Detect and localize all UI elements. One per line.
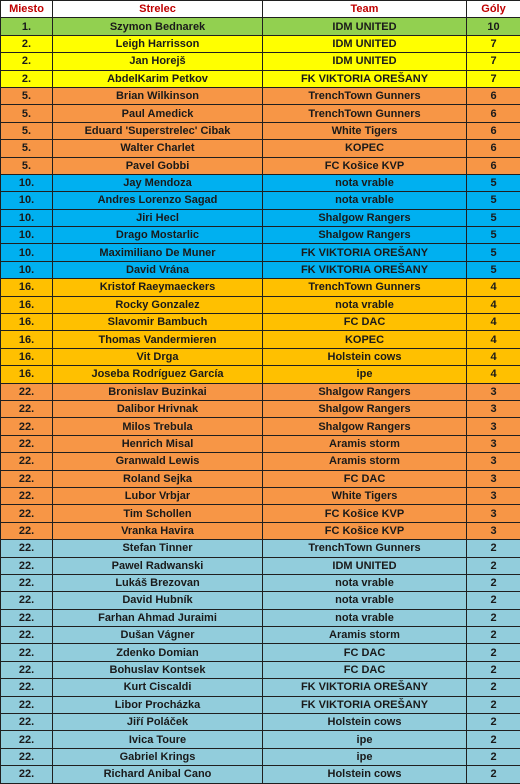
scorer-cell: Libor Procházka <box>53 696 263 713</box>
table-row <box>1 487 520 504</box>
team-cell: TrenchTown Gunners <box>263 87 467 104</box>
team-cell: FK VIKTORIA OREŠANY <box>263 261 467 278</box>
table-row <box>1 522 520 539</box>
table-row <box>1 35 520 52</box>
table-row <box>1 505 520 522</box>
team-cell: ipe <box>263 366 467 383</box>
rank-cell: 22. <box>1 487 53 504</box>
table-row <box>1 731 520 748</box>
team-cell: Aramis storm <box>263 435 467 452</box>
rank-cell: 22. <box>1 574 53 591</box>
rank-cell: 22. <box>1 748 53 765</box>
rank-cell: 22. <box>1 470 53 487</box>
rank-cell: 22. <box>1 522 53 539</box>
rank-cell: 22. <box>1 505 53 522</box>
goals-cell: 2 <box>467 679 520 696</box>
goals-cell: 4 <box>467 296 520 313</box>
rank-cell: 5. <box>1 157 53 174</box>
goals-cell: 5 <box>467 227 520 244</box>
team-cell: nota vrable <box>263 609 467 626</box>
rank-cell: 22. <box>1 766 53 783</box>
rank-cell: 2. <box>1 70 53 87</box>
team-cell: nota vrable <box>263 574 467 591</box>
scorer-cell: Szymon Bednarek <box>53 18 263 35</box>
goals-cell: 4 <box>467 348 520 365</box>
rank-cell: 22. <box>1 592 53 609</box>
rank-cell: 22. <box>1 679 53 696</box>
rank-cell: 22. <box>1 453 53 470</box>
goals-cell: 2 <box>467 661 520 678</box>
table-row <box>1 418 520 435</box>
goals-cell: 2 <box>467 557 520 574</box>
team-cell: Shalgow Rangers <box>263 400 467 417</box>
scorer-cell: Eduard 'Superstrelec' Cibak <box>53 122 263 139</box>
table-row <box>1 87 520 104</box>
header-rank: Miesto <box>1 1 53 18</box>
table-row <box>1 157 520 174</box>
scorer-cell: Dušan Vágner <box>53 627 263 644</box>
goals-cell: 4 <box>467 279 520 296</box>
goals-cell: 3 <box>467 383 520 400</box>
scorer-cell: Jay Mendoza <box>53 174 263 191</box>
team-cell: FK VIKTORIA OREŠANY <box>263 696 467 713</box>
goals-cell: 2 <box>467 731 520 748</box>
goals-cell: 3 <box>467 487 520 504</box>
rank-cell: 22. <box>1 540 53 557</box>
scorer-cell: Walter Charlet <box>53 140 263 157</box>
goals-cell: 4 <box>467 331 520 348</box>
table-row <box>1 696 520 713</box>
goals-cell: 5 <box>467 209 520 226</box>
scorer-cell: Henrich Misal <box>53 435 263 452</box>
rank-cell: 5. <box>1 105 53 122</box>
goals-cell: 2 <box>467 766 520 783</box>
scorer-cell: AbdelKarim Petkov <box>53 70 263 87</box>
rank-cell: 22. <box>1 627 53 644</box>
rank-cell: 22. <box>1 557 53 574</box>
team-cell: Holstein cows <box>263 714 467 731</box>
scorer-cell: Roland Sejka <box>53 470 263 487</box>
scorer-cell: Kristof Raeymaeckers <box>53 279 263 296</box>
team-cell: Shalgow Rangers <box>263 209 467 226</box>
goals-cell: 7 <box>467 53 520 70</box>
scorer-cell: Lukáš Brezovan <box>53 574 263 591</box>
team-cell: nota vrable <box>263 592 467 609</box>
goals-cell: 2 <box>467 540 520 557</box>
team-cell: FC DAC <box>263 661 467 678</box>
table-row <box>1 296 520 313</box>
table-row <box>1 244 520 261</box>
table-row <box>1 70 520 87</box>
team-cell: Aramis storm <box>263 627 467 644</box>
table-row <box>1 453 520 470</box>
rank-cell: 16. <box>1 314 53 331</box>
goals-cell: 5 <box>467 261 520 278</box>
table-row <box>1 609 520 626</box>
team-cell: White Tigers <box>263 122 467 139</box>
scorer-cell: David Vrána <box>53 261 263 278</box>
team-cell: FC Košice KVP <box>263 522 467 539</box>
goals-cell: 3 <box>467 522 520 539</box>
goals-cell: 7 <box>467 35 520 52</box>
table-row <box>1 314 520 331</box>
goals-cell: 2 <box>467 696 520 713</box>
scorer-cell: Jiří Poláček <box>53 714 263 731</box>
scorer-cell: Brian Wilkinson <box>53 87 263 104</box>
table-row <box>1 261 520 278</box>
scorer-cell: Granwald Lewis <box>53 453 263 470</box>
header-goals: Góly <box>467 1 520 18</box>
rank-cell: 2. <box>1 53 53 70</box>
goals-cell: 3 <box>467 505 520 522</box>
team-cell: FK VIKTORIA OREŠANY <box>263 244 467 261</box>
team-cell: KOPEC <box>263 331 467 348</box>
rank-cell: 10. <box>1 261 53 278</box>
goals-cell: 3 <box>467 435 520 452</box>
team-cell: FC Košice KVP <box>263 505 467 522</box>
goals-cell: 2 <box>467 644 520 661</box>
rank-cell: 22. <box>1 644 53 661</box>
team-cell: nota vrable <box>263 296 467 313</box>
rank-cell: 22. <box>1 418 53 435</box>
goals-cell: 6 <box>467 122 520 139</box>
rank-cell: 22. <box>1 400 53 417</box>
table-row <box>1 470 520 487</box>
scorer-cell: Thomas Vandermieren <box>53 331 263 348</box>
team-cell: TrenchTown Gunners <box>263 105 467 122</box>
goals-cell: 5 <box>467 192 520 209</box>
scorer-cell: Gabriel Krings <box>53 748 263 765</box>
rank-cell: 1. <box>1 18 53 35</box>
scorer-cell: Pavel Gobbi <box>53 157 263 174</box>
team-cell: FC DAC <box>263 644 467 661</box>
scorer-cell: Dalibor Hrivnak <box>53 400 263 417</box>
scorer-cell: Bohuslav Kontsek <box>53 661 263 678</box>
team-cell: KOPEC <box>263 140 467 157</box>
goals-cell: 5 <box>467 174 520 191</box>
table-row <box>1 192 520 209</box>
team-cell: IDM UNITED <box>263 557 467 574</box>
goals-cell: 2 <box>467 714 520 731</box>
table-row <box>1 366 520 383</box>
table-row <box>1 122 520 139</box>
team-cell: White Tigers <box>263 487 467 504</box>
rank-cell: 10. <box>1 227 53 244</box>
table-row <box>1 661 520 678</box>
table-row <box>1 348 520 365</box>
rank-cell: 5. <box>1 87 53 104</box>
goals-cell: 2 <box>467 609 520 626</box>
scorer-cell: Maximiliano De Muner <box>53 244 263 261</box>
team-cell: nota vrable <box>263 174 467 191</box>
scorer-cell: Tim Schollen <box>53 505 263 522</box>
rank-cell: 10. <box>1 244 53 261</box>
team-cell: FC DAC <box>263 314 467 331</box>
table-row <box>1 18 520 35</box>
table-row <box>1 714 520 731</box>
team-cell: ipe <box>263 748 467 765</box>
scorer-cell: Andres Lorenzo Sagad <box>53 192 263 209</box>
goals-cell: 3 <box>467 453 520 470</box>
rank-cell: 16. <box>1 296 53 313</box>
table-row <box>1 627 520 644</box>
scorer-cell: Richard Anibal Cano <box>53 766 263 783</box>
table-row <box>1 53 520 70</box>
rank-cell: 16. <box>1 366 53 383</box>
rank-cell: 22. <box>1 661 53 678</box>
goals-cell: 7 <box>467 70 520 87</box>
rank-cell: 16. <box>1 279 53 296</box>
goals-cell: 2 <box>467 574 520 591</box>
table-row <box>1 679 520 696</box>
rank-cell: 16. <box>1 331 53 348</box>
team-cell: FC DAC <box>263 470 467 487</box>
rank-cell: 10. <box>1 174 53 191</box>
table-row <box>1 383 520 400</box>
scorer-cell: Vranka Havira <box>53 522 263 539</box>
team-cell: Holstein cows <box>263 348 467 365</box>
table-row <box>1 331 520 348</box>
goals-cell: 2 <box>467 627 520 644</box>
table-row <box>1 540 520 557</box>
team-cell: ipe <box>263 731 467 748</box>
team-cell: IDM UNITED <box>263 53 467 70</box>
table-row <box>1 400 520 417</box>
goals-cell: 3 <box>467 418 520 435</box>
scorer-cell: Paul Amedick <box>53 105 263 122</box>
table-row <box>1 574 520 591</box>
goals-cell: 3 <box>467 400 520 417</box>
scorer-cell: Leigh Harrisson <box>53 35 263 52</box>
header-row <box>1 1 520 18</box>
scorer-cell: Slavomir Bambuch <box>53 314 263 331</box>
scorer-cell: Milos Trebula <box>53 418 263 435</box>
rank-cell: 22. <box>1 731 53 748</box>
rank-cell: 22. <box>1 609 53 626</box>
table-row <box>1 279 520 296</box>
rank-cell: 22. <box>1 714 53 731</box>
team-cell: IDM UNITED <box>263 18 467 35</box>
rank-cell: 5. <box>1 140 53 157</box>
table-row <box>1 435 520 452</box>
scorer-cell: Joseba Rodríguez García <box>53 366 263 383</box>
team-cell: FC Košice KVP <box>263 157 467 174</box>
goals-cell: 6 <box>467 87 520 104</box>
team-cell: TrenchTown Gunners <box>263 540 467 557</box>
goals-cell: 6 <box>467 157 520 174</box>
table-row <box>1 174 520 191</box>
scorer-cell: Bronislav Buzinkai <box>53 383 263 400</box>
team-cell: Holstein cows <box>263 766 467 783</box>
header-scorer: Strelec <box>53 1 263 18</box>
rank-cell: 10. <box>1 192 53 209</box>
scorer-cell: Kurt Ciscaldi <box>53 679 263 696</box>
team-cell: TrenchTown Gunners <box>263 279 467 296</box>
goals-cell: 2 <box>467 592 520 609</box>
goals-cell: 4 <box>467 314 520 331</box>
rank-cell: 22. <box>1 696 53 713</box>
team-cell: FK VIKTORIA OREŠANY <box>263 70 467 87</box>
scorer-cell: Lubor Vrbjar <box>53 487 263 504</box>
team-cell: Shalgow Rangers <box>263 383 467 400</box>
table-row <box>1 105 520 122</box>
scorer-cell: Stefan Tinner <box>53 540 263 557</box>
table-body <box>1 18 520 783</box>
goals-cell: 4 <box>467 366 520 383</box>
scorer-cell: Vit Drga <box>53 348 263 365</box>
goals-cell: 6 <box>467 105 520 122</box>
scorer-cell: Pawel Radwanski <box>53 557 263 574</box>
table-row <box>1 209 520 226</box>
scorer-cell: David Hubník <box>53 592 263 609</box>
rank-cell: 10. <box>1 209 53 226</box>
team-cell: nota vrable <box>263 192 467 209</box>
scorer-cell: Jiri Hecl <box>53 209 263 226</box>
scorer-cell: Jan Horejš <box>53 53 263 70</box>
scorer-cell: Zdenko Domian <box>53 644 263 661</box>
table-row <box>1 748 520 765</box>
goals-cell: 10 <box>467 18 520 35</box>
team-cell: Aramis storm <box>263 453 467 470</box>
header-team: Team <box>263 1 467 18</box>
table-row <box>1 592 520 609</box>
team-cell: Shalgow Rangers <box>263 227 467 244</box>
scorer-cell: Ivica Toure <box>53 731 263 748</box>
rank-cell: 22. <box>1 435 53 452</box>
goals-cell: 6 <box>467 140 520 157</box>
rank-cell: 22. <box>1 383 53 400</box>
rank-cell: 5. <box>1 122 53 139</box>
table-row <box>1 644 520 661</box>
table-row <box>1 557 520 574</box>
team-cell: IDM UNITED <box>263 35 467 52</box>
table-row <box>1 140 520 157</box>
goals-cell: 2 <box>467 748 520 765</box>
team-cell: Shalgow Rangers <box>263 418 467 435</box>
rank-cell: 2. <box>1 35 53 52</box>
scorer-cell: Drago Mostarlic <box>53 227 263 244</box>
goals-cell: 5 <box>467 244 520 261</box>
table-row <box>1 227 520 244</box>
scorer-cell: Farhan Ahmad Juraimi <box>53 609 263 626</box>
rank-cell: 16. <box>1 348 53 365</box>
table-row <box>1 766 520 783</box>
scorer-cell: Rocky Gonzalez <box>53 296 263 313</box>
goals-cell: 3 <box>467 470 520 487</box>
team-cell: FK VIKTORIA OREŠANY <box>263 679 467 696</box>
